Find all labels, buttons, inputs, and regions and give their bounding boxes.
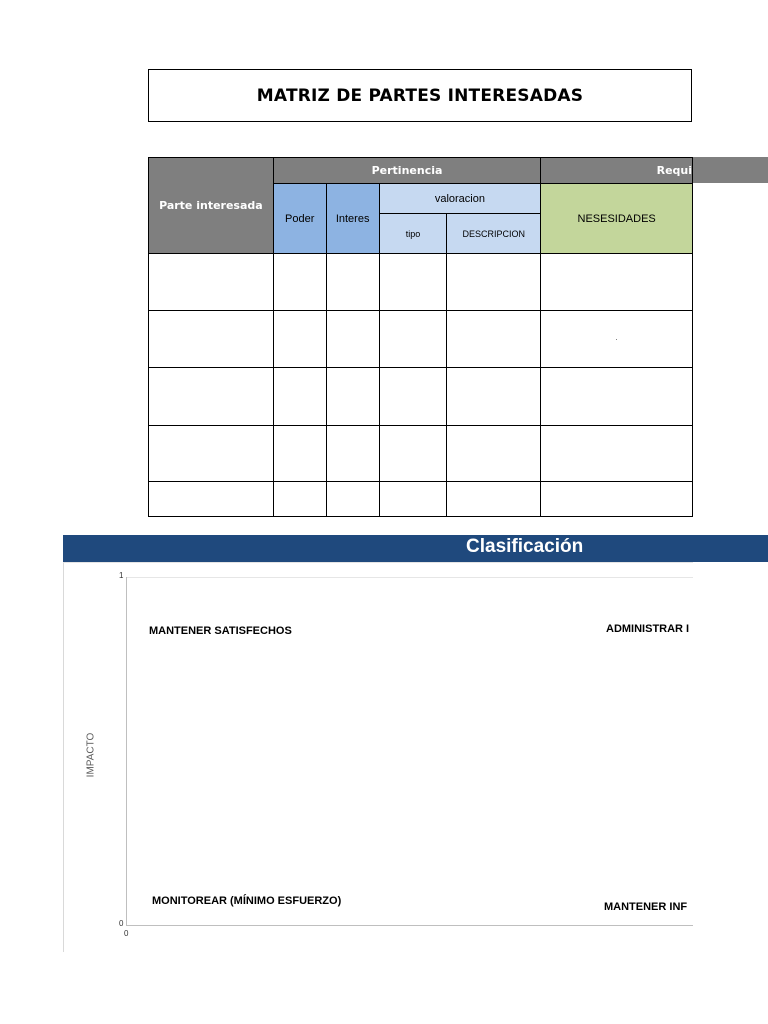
header-parte-interesada: Parte interesada bbox=[149, 158, 274, 254]
cell-descripcion[interactable] bbox=[447, 254, 541, 311]
cell-parte[interactable] bbox=[149, 368, 274, 426]
requisitos-header-overflow bbox=[693, 157, 768, 183]
cell-descripcion[interactable] bbox=[447, 426, 541, 482]
cell-tipo[interactable] bbox=[379, 254, 447, 311]
cell-descripcion[interactable] bbox=[447, 311, 541, 368]
y-tick-top: 1 bbox=[119, 571, 124, 580]
cell-descripcion[interactable] bbox=[447, 482, 541, 517]
classification-title: Clasificación bbox=[466, 536, 584, 557]
table-row bbox=[149, 254, 693, 311]
cell-parte[interactable] bbox=[149, 482, 274, 517]
cell-parte[interactable] bbox=[149, 426, 274, 482]
cell-poder[interactable] bbox=[273, 254, 326, 311]
header-requisitos: Requi bbox=[541, 158, 693, 184]
chart-frame-left bbox=[63, 562, 64, 952]
header-valoracion: valoracion bbox=[379, 184, 541, 214]
cell-tipo[interactable] bbox=[379, 368, 447, 426]
cell-necesidades[interactable] bbox=[541, 368, 693, 426]
cell-interes[interactable] bbox=[326, 368, 379, 426]
quadrant-bottom-right-label: MANTENER INF bbox=[604, 901, 688, 913]
chart-y-axis bbox=[126, 577, 127, 925]
stakeholder-matrix-table bbox=[148, 157, 693, 517]
cell-parte[interactable] bbox=[149, 254, 274, 311]
quadrant-bottom-left-label: MONITOREAR (MÍNIMO ESFUERZO) bbox=[152, 895, 342, 907]
quadrant-top-left-label: MANTENER SATISFECHOS bbox=[149, 625, 292, 637]
x-tick-left: 0 bbox=[124, 929, 129, 938]
cell-tipo[interactable] bbox=[379, 311, 447, 368]
classification-header bbox=[63, 535, 768, 562]
header-pertinencia: Pertinencia bbox=[273, 158, 540, 184]
header-descripcion: DESCRIPCION bbox=[447, 214, 541, 254]
cell-interes[interactable] bbox=[326, 254, 379, 311]
cell-necesidades[interactable] bbox=[541, 426, 693, 482]
cell-descripcion[interactable] bbox=[447, 368, 541, 426]
header-poder: Poder bbox=[273, 184, 326, 254]
quadrant-top-right-label: ADMINISTRAR I bbox=[606, 623, 690, 635]
header-tipo: tipo bbox=[379, 214, 447, 254]
cell-tipo[interactable] bbox=[379, 482, 447, 517]
cell-interes[interactable] bbox=[326, 311, 379, 368]
table-row bbox=[149, 482, 693, 517]
table-row bbox=[149, 426, 693, 482]
y-axis-label: IMPACTO bbox=[85, 732, 97, 778]
cell-interes[interactable] bbox=[326, 426, 379, 482]
document-title: MATRIZ DE PARTES INTERESADAS bbox=[148, 69, 692, 122]
table-row bbox=[149, 311, 693, 368]
chart-x-axis bbox=[126, 925, 693, 926]
cell-necesidades[interactable]: · bbox=[541, 311, 693, 368]
cell-necesidades[interactable] bbox=[541, 482, 693, 517]
y-tick-bottom: 0 bbox=[119, 919, 124, 928]
chart-frame-top bbox=[63, 562, 693, 563]
chart-gridline-top bbox=[126, 577, 693, 578]
cell-poder[interactable] bbox=[273, 368, 326, 426]
cell-poder[interactable] bbox=[273, 311, 326, 368]
cell-parte[interactable] bbox=[149, 311, 274, 368]
cell-tipo[interactable] bbox=[379, 426, 447, 482]
cell-necesidades[interactable] bbox=[541, 254, 693, 311]
header-necesidades: NESESIDADES bbox=[541, 184, 693, 254]
cell-interes[interactable] bbox=[326, 482, 379, 517]
cell-poder[interactable] bbox=[273, 426, 326, 482]
cell-poder[interactable] bbox=[273, 482, 326, 517]
table-row bbox=[149, 368, 693, 426]
header-interes: Interes bbox=[326, 184, 379, 254]
